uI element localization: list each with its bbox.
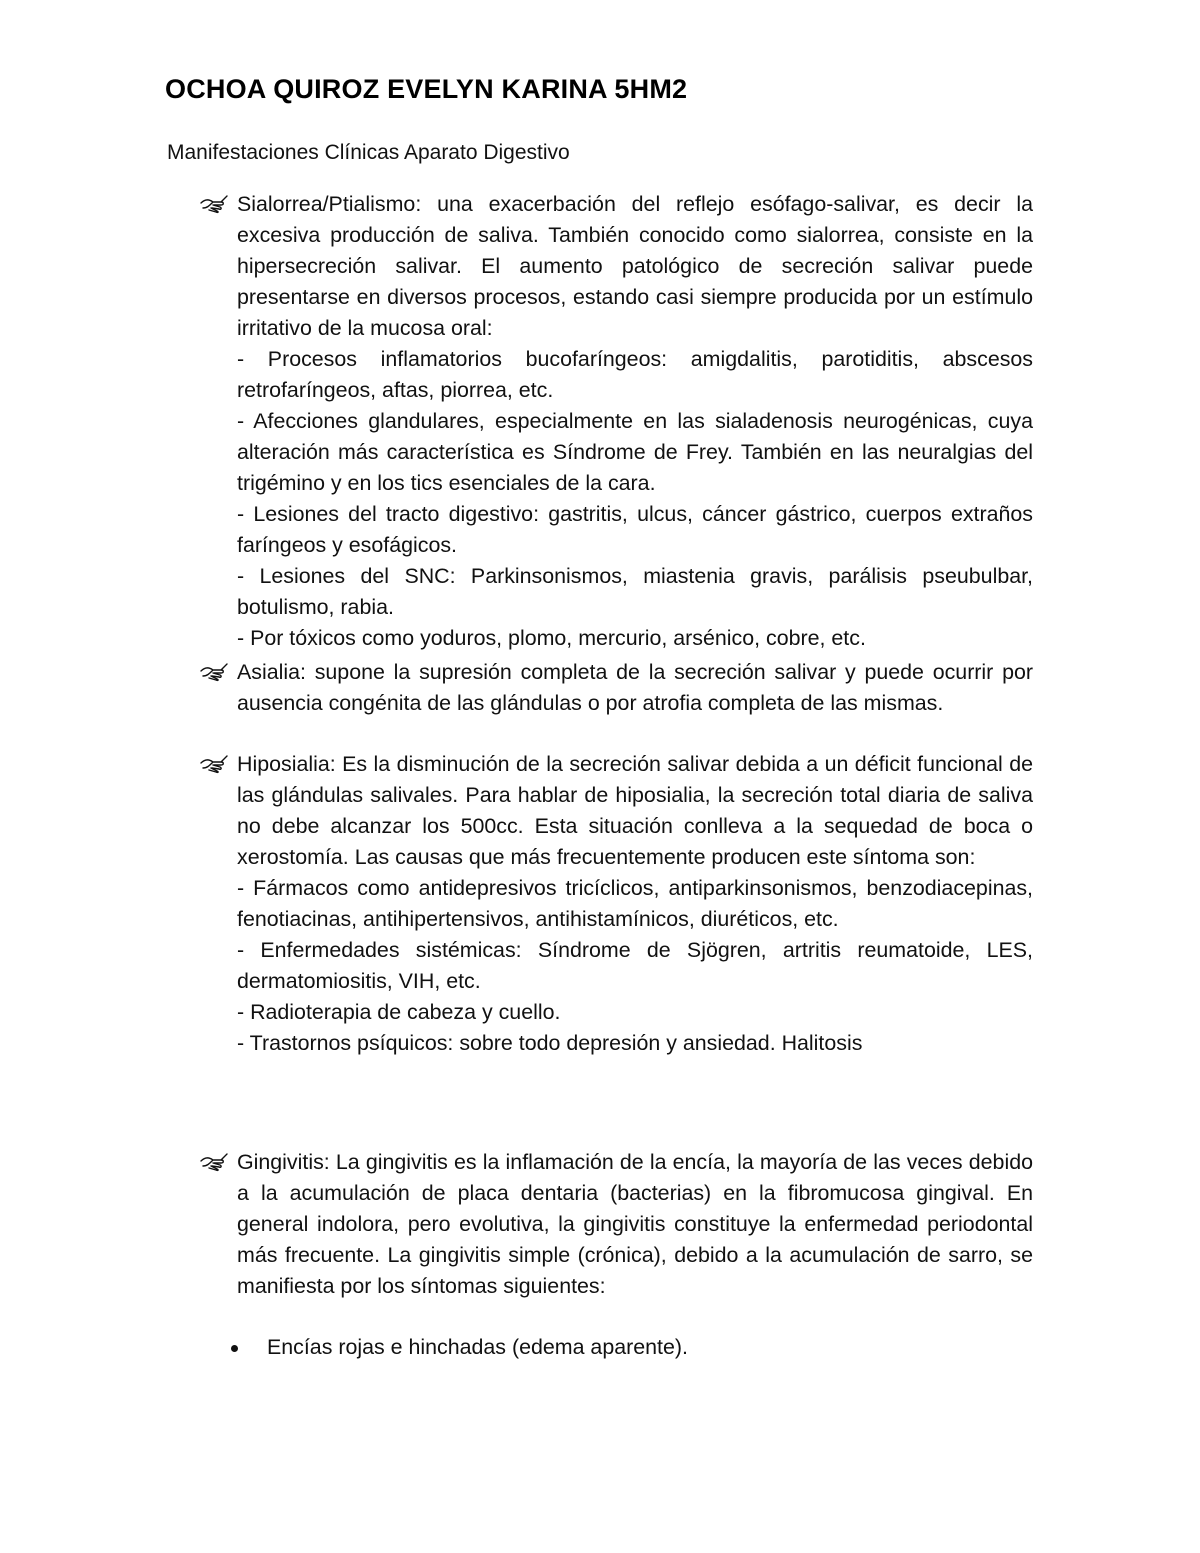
list-item: - Trastornos psíquicos: sobre todo depresión y ansiedad. Halitosis: [237, 1031, 863, 1055]
list-item: - Fármacos como antidepresivos tricíclicos, antiparkinsonismos, benzodiacepinas, fenotiacinas, antihipertensivos, antihistamínicos, diuréticos, etc.: [237, 876, 1033, 931]
dot-bullet-list: [230, 1332, 688, 1363]
document-subtitle: Manifestaciones Clínicas Aparato Digestivo: [167, 141, 570, 164]
pointing-hand-icon: [199, 658, 229, 682]
pointing-hand-icon: [199, 190, 229, 214]
section-intro: Hiposialia: Es la disminución de la secreción salivar debida a un déficit funcional de las glándulas salivales. Para hablar de hiposialia, la secreción total diaria de saliva no debe alcanzar los 500cc. Esta situación conlleva a la sequedad de boca o xerostomía. Las causas que más frecuentemente producen este síntoma son:: [237, 752, 1033, 869]
list-item-text: Encías rojas e hinchadas (edema aparente).: [267, 1335, 688, 1359]
section-gingivitis: [237, 1147, 1033, 1302]
section-hiposialia: [237, 749, 1033, 1059]
section-intro: Sialorrea/Ptialismo: una exacerbación del reflejo esófago-salivar, es decir la excesiva producción de saliva. También conocido como sialorrea, consiste en la hipersecreción salivar. El aumento patológico de secreción salivar puede presentarse en diversos procesos, estando casi siempre producida por un estímulo irritativo de la mucosa oral:: [237, 192, 1033, 340]
document-title: OCHOA QUIROZ EVELYN KARINA 5HM2: [165, 74, 688, 104]
list-item: - Enfermedades sistémicas: Síndrome de Sjögren, artritis reumatoide, LES, dermatomiositis, VIH, etc.: [237, 938, 1033, 993]
list-item: - Lesiones del tracto digestivo: gastritis, ulcus, cáncer gástrico, cuerpos extraños faríngeos y esofágicos.: [237, 502, 1033, 557]
pointing-hand-icon: [199, 1148, 229, 1172]
list-item: - Lesiones del SNC: Parkinsonismos, miastenia gravis, parálisis pseubulbar, botulismo, rabia.: [237, 564, 1033, 619]
list-item: - Por tóxicos como yoduros, plomo, mercurio, arsénico, cobre, etc.: [237, 626, 866, 650]
section-sialorrea: [237, 189, 1033, 654]
pointing-hand-icon: [199, 750, 229, 774]
list-item: [230, 1332, 688, 1363]
section-intro: Asialia: supone la supresión completa de la secreción salivar y puede ocurrir por ausencia congénita de las glándulas o por atrofia completa de las mismas.: [237, 660, 1033, 715]
list-item: - Afecciones glandulares, especialmente en las sialadenosis neurogénicas, cuya alteración más característica es Síndrome de Frey. También en las neuralgias del trigémino y en los tics esenciales de la cara.: [237, 409, 1033, 495]
list-item: - Radioterapia de cabeza y cuello.: [237, 1000, 561, 1024]
list-item: - Procesos inflamatorios bucofaríngeos: amigdalitis, parotiditis, abscesos retrofaríngeos, aftas, piorrea, etc.: [237, 347, 1033, 402]
bullet-dot-icon: [231, 1345, 238, 1352]
section-asialia: [237, 657, 1033, 719]
section-intro: Gingivitis: La gingivitis es la inflamación de la encía, la mayoría de las veces debido a la acumulación de placa dentaria (bacterias) en la fibromucosa gingival. En general indolora, pero evolutiva, la gingivitis constituye la enfermedad periodontal más frecuente. La gingivitis simple (crónica), debido a la acumulación de sarro, se manifiesta por los síntomas siguientes:: [237, 1150, 1033, 1298]
